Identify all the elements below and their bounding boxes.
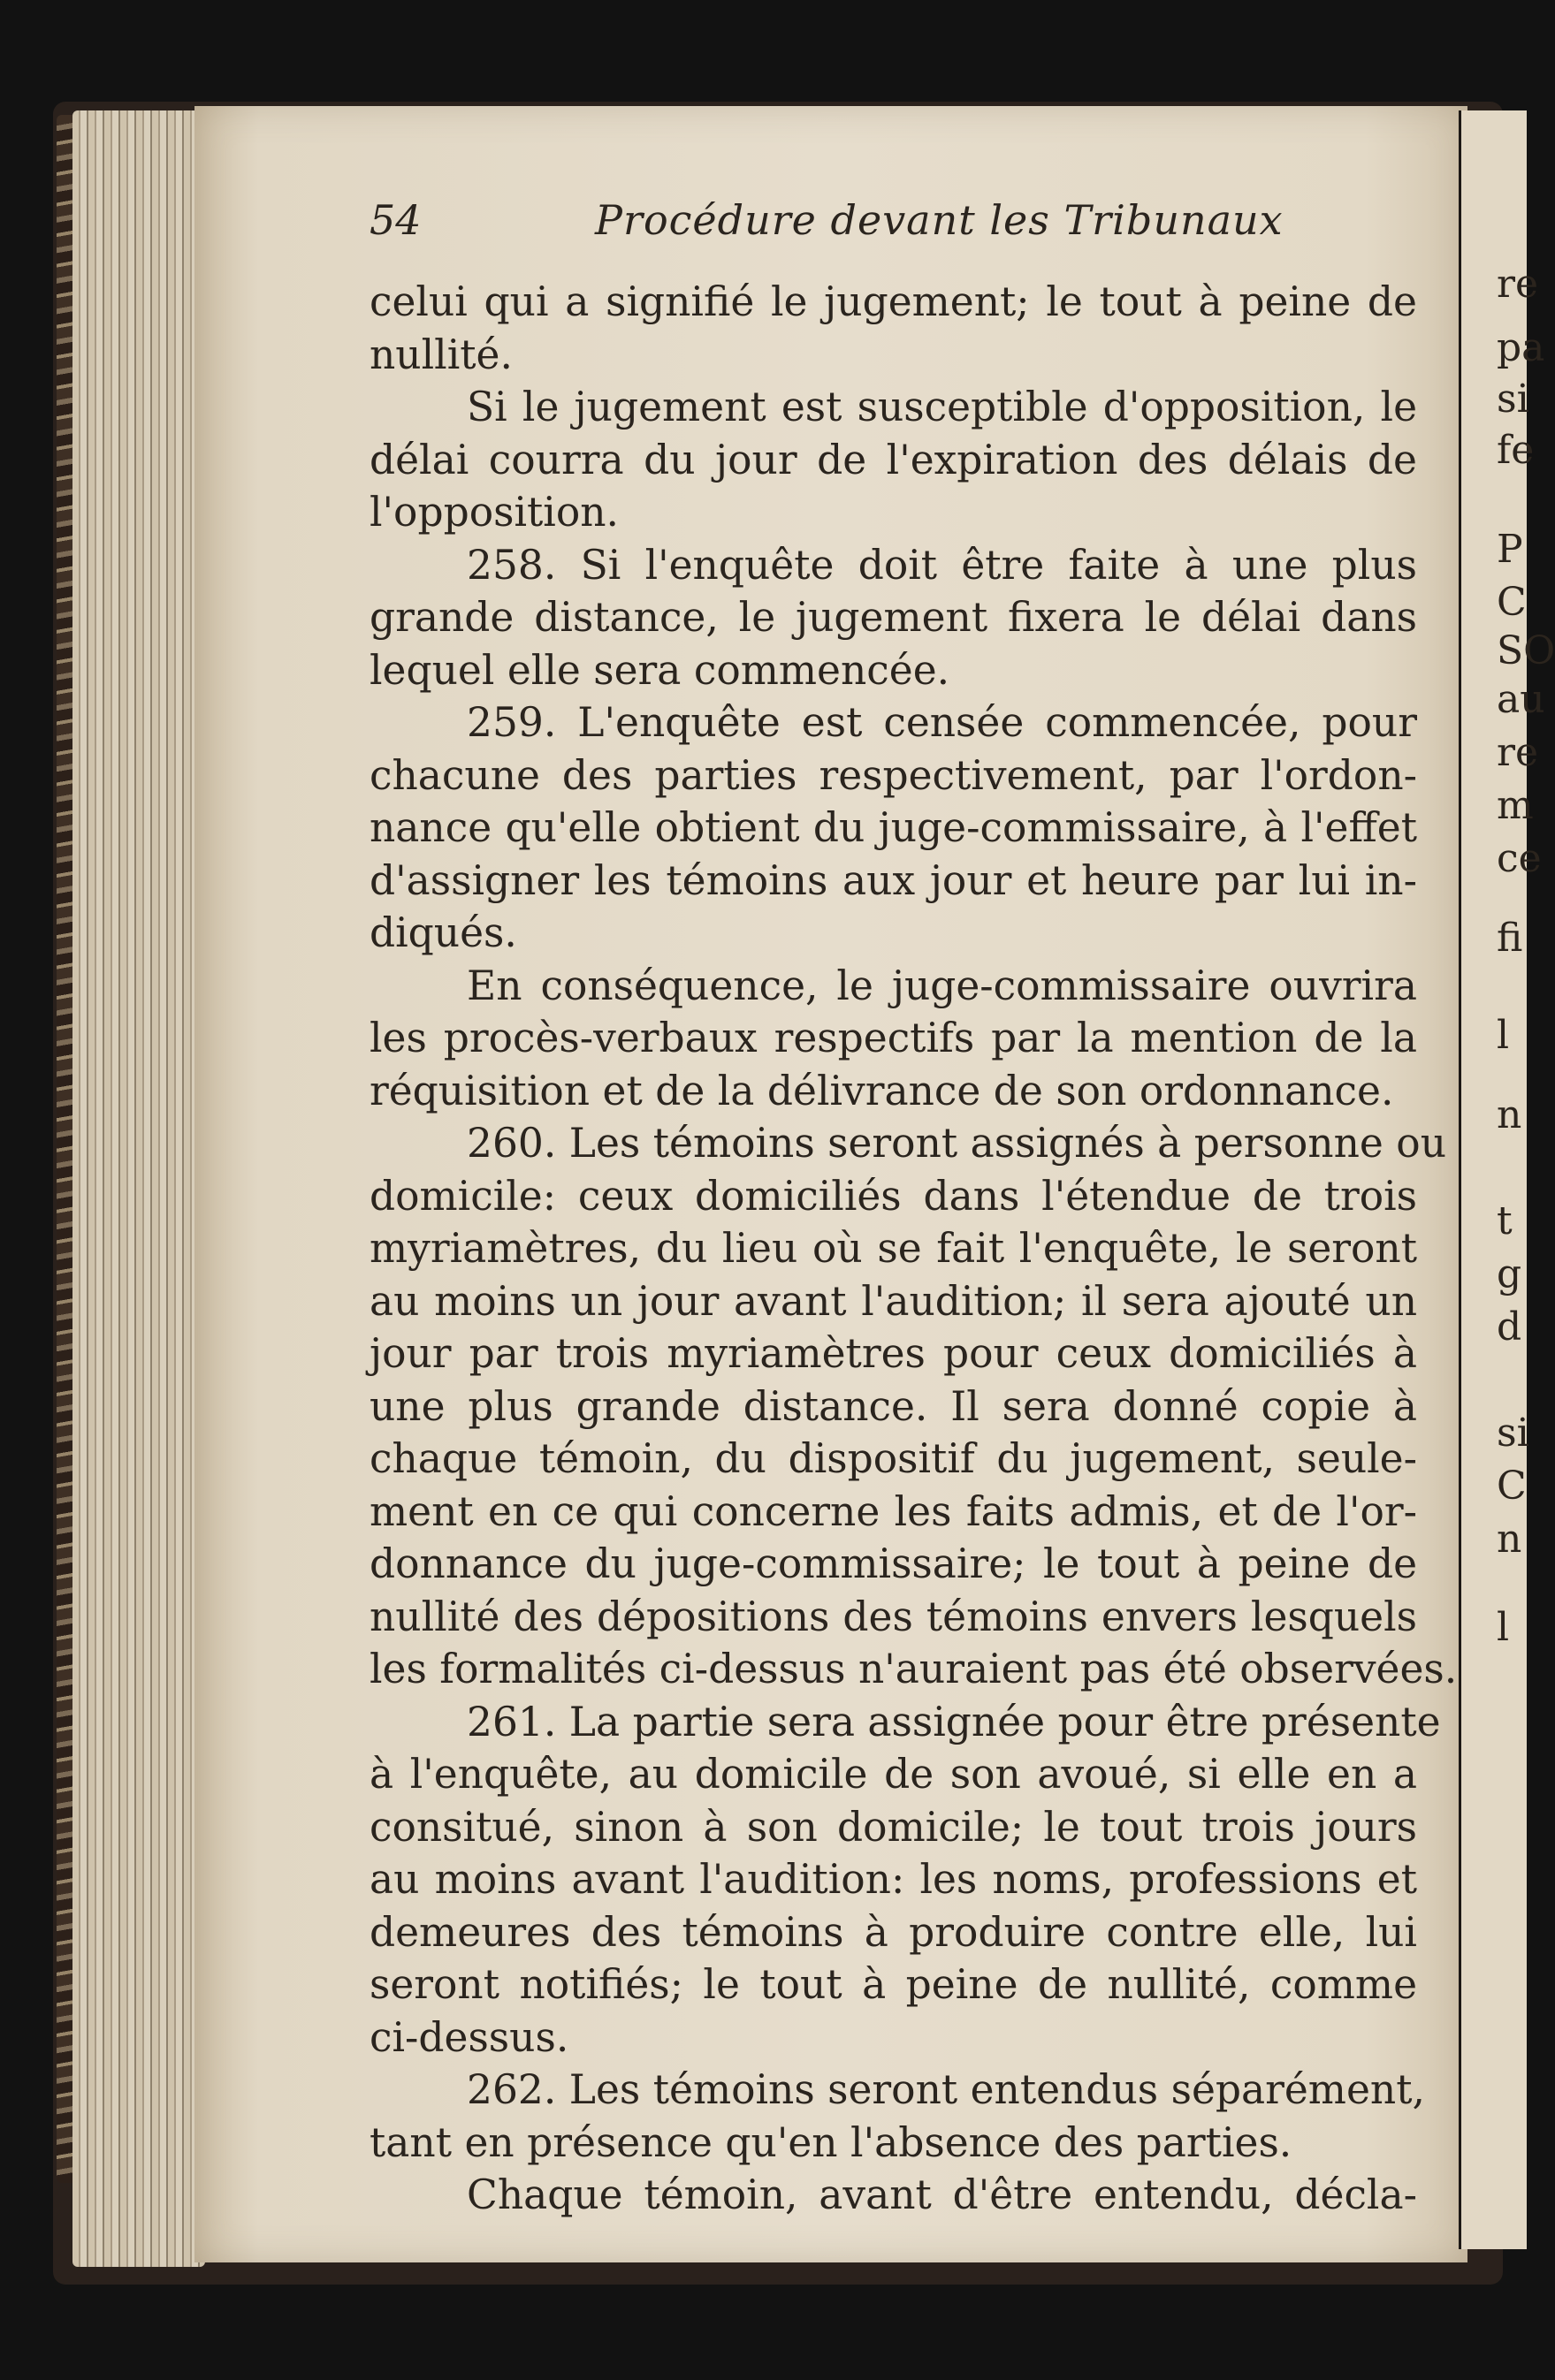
text-line: chacune des parties respectivement, par l'ordon- — [370, 751, 1417, 799]
facing-page-fragment: g — [1497, 1251, 1522, 1296]
facing-page-fragment: re — [1497, 262, 1539, 307]
facing-page-fragment: fe — [1497, 428, 1535, 473]
text-line: Chaque témoin, avant d'être entendu, décla- — [467, 2171, 1417, 2218]
facing-page-fragment: n — [1497, 1092, 1522, 1137]
text-line: demeures des témoins à produire contre elle, lui — [370, 1908, 1417, 1956]
facing-page-fragment: d — [1497, 1304, 1522, 1350]
text-line: délai courra du jour de l'expiration des délais de — [370, 436, 1417, 483]
text-line: nance qu'elle obtient du juge-commissaire, à l'effet — [370, 804, 1417, 851]
facing-page-fragment: fi — [1497, 916, 1523, 961]
facing-page-fragment: P — [1497, 527, 1523, 572]
text-line: 258. Si l'enquête doit être faite à une plus — [467, 541, 1417, 589]
page-number: 54 — [370, 196, 422, 244]
facing-page-fragment: t — [1497, 1198, 1513, 1243]
text-line: les formalités ci-dessus n'auraient pas été observées. — [370, 1646, 1458, 1692]
text-line: donnance du juge-commissaire; le tout à peine de — [370, 1540, 1417, 1587]
facing-page-fragment: si — [1497, 376, 1529, 422]
facing-page-fragment: m — [1497, 783, 1534, 828]
text-line: chaque témoin, du dispositif du jugement, seule- — [370, 1435, 1417, 1482]
text-line: au moins un jour avant l'audition; il sera ajouté un — [370, 1277, 1417, 1325]
running-head: Procédure devant les Tribunaux — [595, 196, 1284, 244]
text-line: à l'enquête, au domicile de son avoué, si elle en a — [370, 1751, 1417, 1798]
text-line: diqués. — [370, 909, 517, 956]
text-line: 262. Les témoins seront entendus séparément, — [467, 2066, 1425, 2113]
text-line: réquisition et de la délivrance de son ordonnance. — [370, 1067, 1394, 1114]
text-line: grande distance, le jugement fixera le délai dans — [370, 594, 1417, 641]
text-line: Si le jugement est susceptible d'opposition, le — [467, 384, 1417, 430]
text-line: les procès-verbaux respectifs par la mention de la — [370, 1015, 1417, 1061]
text-line: 260. Les témoins seront assignés à personne ou — [467, 1120, 1446, 1167]
text-line: domicile: ceux domiciliés dans l'étendue de trois — [370, 1172, 1417, 1220]
text-line: ci-dessus. — [370, 2013, 569, 2061]
text-line: seront notifiés; le tout à peine de nullité, comme — [370, 1961, 1417, 2008]
facing-page-fragment: SO — [1497, 628, 1555, 673]
facing-page-fragment: C — [1497, 1464, 1527, 1509]
facing-page-fragment: si — [1497, 1411, 1529, 1456]
text-line: consitué, sinon à son domicile; le tout trois jours — [370, 1803, 1417, 1851]
text-line: myriamètres, du lieu où se fait l'enquête, le seront — [370, 1225, 1417, 1272]
facing-page-fragment: au — [1497, 677, 1545, 722]
text-line: jour par trois myriamètres pour ceux domiciliés à — [370, 1330, 1417, 1377]
page-body-text — [370, 276, 1458, 2222]
text-line: une plus grande distance. Il sera donné copie à — [370, 1382, 1417, 1430]
facing-page-fragment: re — [1497, 730, 1539, 775]
text-line: ment en ce qui concerne les faits admis, et de l'or- — [370, 1487, 1417, 1535]
facing-page-fragment: l — [1497, 1013, 1510, 1058]
left-page-stack — [72, 110, 205, 2267]
text-line: l'opposition. — [370, 489, 619, 536]
facing-page-fragment: l — [1497, 1605, 1510, 1650]
text-line: lequel elle sera commencée. — [370, 646, 950, 694]
text-line: 261. La partie sera assignée pour être présente — [467, 1698, 1441, 1745]
text-line: celui qui a signifié le jugement; le tout à peine de — [370, 278, 1417, 325]
text-line: au moins avant l'audition: les noms, professions et — [370, 1856, 1417, 1903]
text-line: nullité des dépositions des témoins envers lesquels — [370, 1593, 1417, 1640]
text-line: tant en présence qu'en l'absence des parties. — [370, 2118, 1292, 2166]
facing-page-fragment: ce — [1497, 836, 1542, 881]
text-line: nullité. — [370, 331, 513, 378]
facing-page-fragment: pa — [1497, 325, 1545, 370]
facing-page-fragment: C — [1497, 580, 1527, 625]
facing-page-edge — [1459, 110, 1555, 2249]
facing-page-fragment: n — [1497, 1517, 1522, 1562]
page-header — [370, 196, 1417, 258]
text-line: d'assigner les témoins aux jour et heure par lui in- — [370, 856, 1417, 904]
text-line: 259. L'enquête est censée commencée, pour — [467, 699, 1417, 746]
text-line: En conséquence, le juge-commissaire ouvrira — [467, 962, 1417, 1009]
